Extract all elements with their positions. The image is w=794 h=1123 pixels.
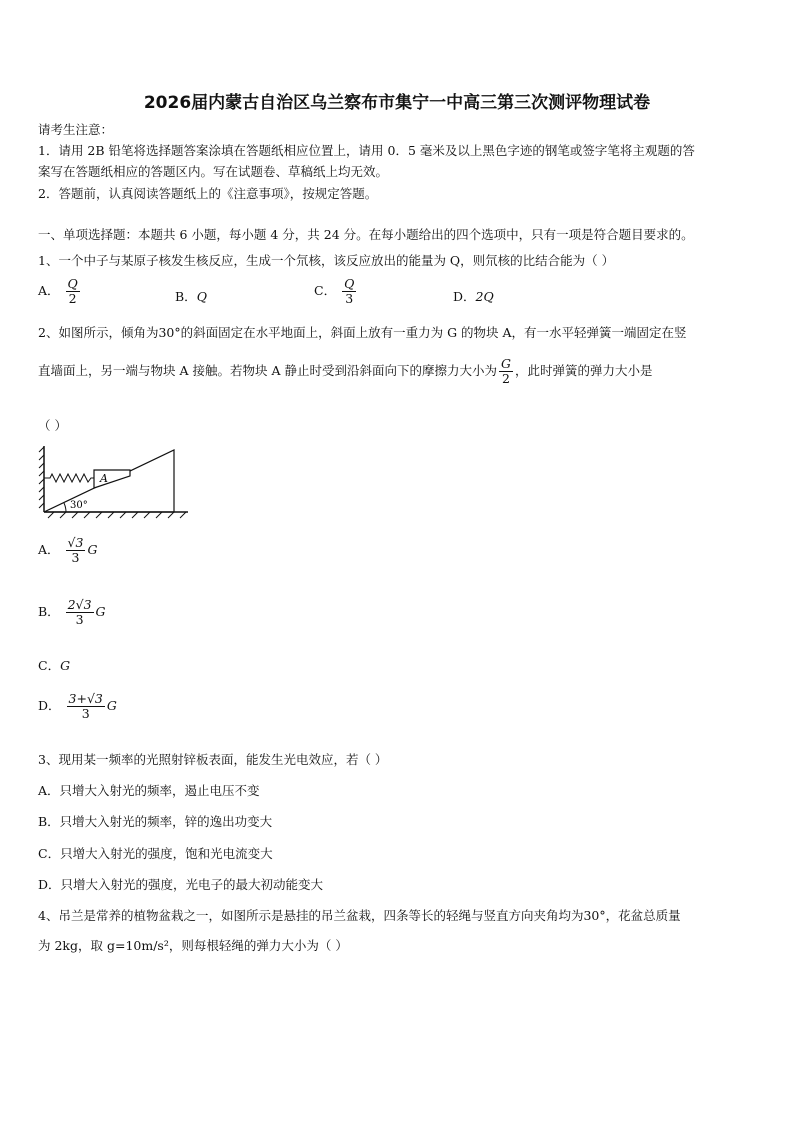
q3-option-a[interactable]: A．只增大入射光的频率，遏止电压不变: [38, 783, 260, 798]
q2-stem-line2: 直墙面上，另一端与物块 A 接触。若物块 A 静止时受到沿斜面向下的摩擦力大小为 $\frac{G}{2}$ ，此时弹簧的弹力大小是: [38, 356, 653, 386]
q2-answer-paren: （ ）: [38, 418, 67, 433]
option-label: D．: [38, 698, 61, 713]
q2-option-c[interactable]: C．G: [38, 658, 71, 673]
angle-label: 30°: [70, 500, 88, 511]
q2-stem-line1: 2、如图所示，倾角为30°的斜面固定在水平地面上，斜面上放有一重力为 G 的物块 A，有一水平轻弹簧一端固定在竖: [38, 325, 687, 340]
option-label: A．: [38, 283, 60, 298]
notice-heading: 请考生注意：: [38, 122, 114, 137]
q1-option-b[interactable]: [175, 287, 207, 305]
option-label: B．: [175, 289, 197, 304]
q1-stem: 1、一个中子与某原子核发生核反应，生成一个氘核，该反应放出的能量为 Q，则氘核的比结合能为（ ）: [38, 253, 615, 268]
fraction: $\frac{2√3}{3}$: [67, 597, 92, 627]
q3-stem: 3、现用某一频率的光照射锌板表面，能发生光电效应，若（ ）: [38, 752, 388, 767]
q1-option-a[interactable]: [38, 277, 82, 306]
q4-stem-line1: 4、吊兰是常养的植物盆栽之一，如图所示是悬挂的吊兰盆栽，四条等长的轻绳与竖直方向夹角均为30°，花盆总质量: [38, 908, 681, 923]
option-label: D．: [453, 289, 476, 304]
notice-item-1: 1．请用 2B 铅笔将选择题答案涂填在答题纸相应位置上，请用 0．5 毫米及以上黑色字迹的钢笔或签字笔将主观题的答: [38, 143, 695, 158]
q3-option-b[interactable]: B．只增大入射光的频率，锌的逸出功变大: [38, 814, 273, 829]
option-label: C．: [314, 283, 337, 298]
option-value: 2Q: [475, 289, 494, 304]
q4-stem-line2: 为 2kg，取 g=10m/s²，则每根轻绳的弹力大小为（ ）: [38, 938, 348, 953]
fraction: $\frac{G}{2}$: [500, 356, 511, 386]
option-label: B．: [38, 604, 60, 619]
page-title: 2026届内蒙古自治区乌兰察布市集宁一中高三第三次测评物理试卷: [143, 93, 651, 113]
option-value: Q: [196, 289, 207, 304]
q1-option-d[interactable]: [453, 287, 494, 305]
fraction: $\frac{3+√3}{3}$: [68, 691, 103, 721]
q1-option-c[interactable]: [314, 277, 358, 306]
q2-option-d[interactable]: D． $\frac{3+√3}{3}$ G: [38, 691, 117, 721]
option-label: C．: [38, 658, 61, 673]
notice-item-2: 2．答题前，认真阅读答题纸上的《注意事项》，按规定答题。: [38, 186, 378, 201]
fraction: $\frac{√3}{3}$: [67, 535, 84, 565]
block-label: A: [100, 472, 108, 485]
incline-figure: [38, 440, 190, 522]
fraction: $\frac{Q}{3}$: [344, 276, 355, 306]
spring: [44, 474, 94, 482]
fraction: $\frac{Q}{2}$: [67, 276, 78, 306]
option-label: A．: [38, 542, 60, 557]
q2-option-b[interactable]: B． $\frac{2√3}{3}$ G: [38, 597, 106, 627]
q3-option-c[interactable]: C．只增大入射光的强度，饱和光电流变大: [38, 846, 273, 861]
q2-option-a[interactable]: A． $\frac{√3}{3}$ G: [38, 535, 98, 565]
notice-item-1-cont: 案写在答题纸相应的答题区内。写在试题卷、草稿纸上均无效。: [38, 164, 389, 179]
q3-option-d[interactable]: D．只增大入射光的强度，光电子的最大初动能变大: [38, 877, 324, 892]
section-heading: 一、单项选择题：本题共 6 小题，每小题 4 分，共 24 分。在每小题给出的四个选项中，只有一项是符合题目要求的。: [38, 227, 694, 242]
